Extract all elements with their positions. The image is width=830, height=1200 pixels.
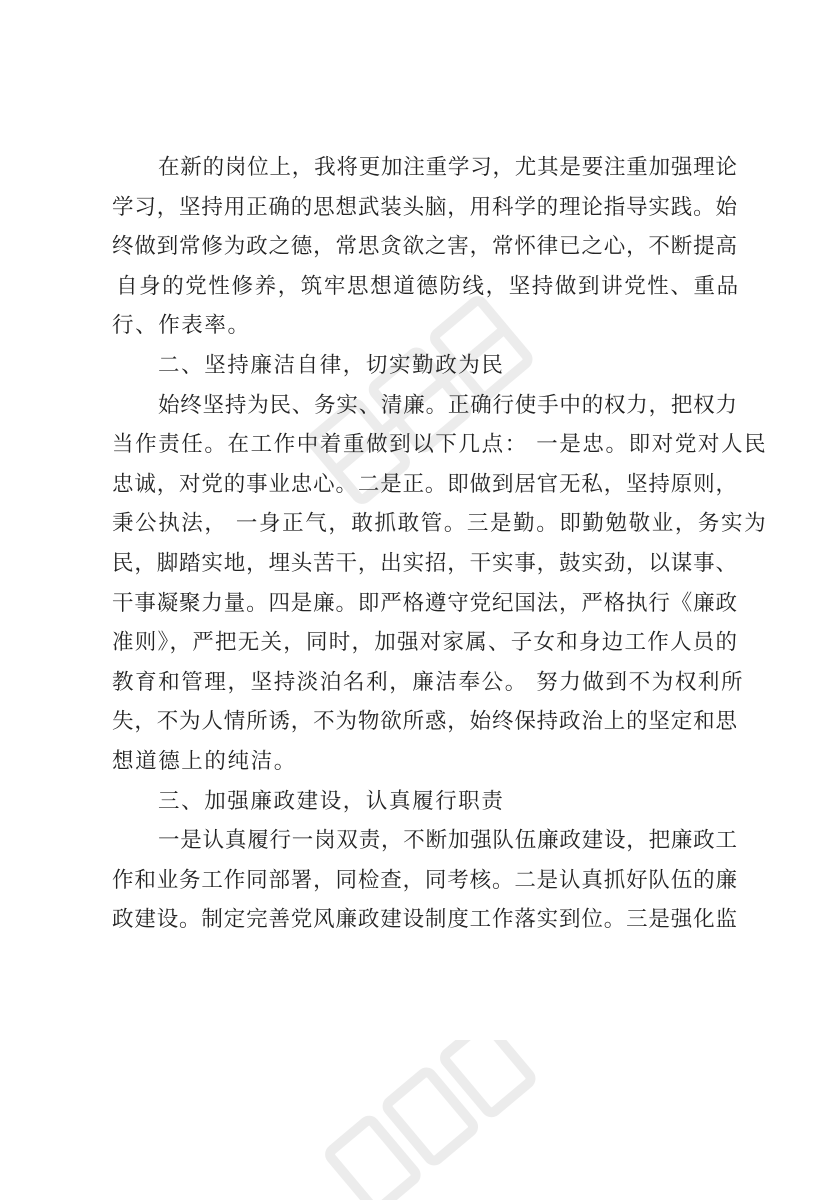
document-body [112,148,768,940]
paragraph-2-line-9: 失，不为人情所诱，不为物欲所惑，始终保持政治上的坚定和思 [112,709,737,735]
paragraph-3-line-1: 一是认真履行一岗双责，不断加强队伍廉政建设，把廉政工 [158,828,737,854]
paragraph-2-line-4: 秉公执法， 一身正气，敢抓敢管。三是勤。即勤勉敬业，务实为 [112,511,768,537]
paragraph-3-line-2: 作和业务工作同部署，同检查，同考核。二是认真抓好队伍的廉 [112,867,737,893]
paragraph-1-line-1: 在新的岗位上，我将更加注重学习，尤其是要注重加强理论 [158,155,737,180]
paragraph-1-line-4: 自身的党性修养，筑牢思想道德防线，坚持做到讲党性、重品 [116,273,740,299]
paragraph-1-line-3: 终做到常修为政之德，常思贪欲之害，常怀律已之心，不断提高 [112,234,737,260]
section-heading-3: 三、加强廉政建设，认真履行职责 [158,788,505,814]
paragraph-2-line-7: 准则》，严把无关，同时，加强对家属、子女和身边工作人员的 [112,630,737,656]
paragraph-2-line-6: 干事凝聚力量。四是廉。即严格遵守党纪国法，严格执行《廉政 [112,590,737,616]
paragraph-2-line-8: 教育和管理，坚持淡泊名利，廉洁奉公。 努力做到不为权利所 [112,669,745,695]
paragraph-1-line-2: 学习，坚持用正确的思想武装头脑，用科学的理论指导实践。始 [112,194,737,220]
paragraph-2-line-3: 忠诚，对党的事业忠心。二是正。即做到居官无私，坚持原则， [112,471,737,497]
paragraph-2-line-10: 想道德上的纯洁。 [112,748,297,774]
watermark-logo-icon-lower [300,1040,560,1200]
section-heading-2: 二、坚持廉洁自律，切实勤政为民 [158,352,505,378]
paragraph-3-line-3: 政建设。制定完善党风廉政建设制度工作落实到位。三是强化监 [112,907,737,933]
paragraph-2-line-1: 始终坚持为民、务实、清廉。正确行使手中的权力，把权力 [158,392,737,418]
paragraph-2-line-2: 当作责任。在工作中着重做到以下几点： 一是忠。即对党对人民 [112,432,768,458]
paragraph-2-line-5: 民，脚踏实地，埋头苦干，出实招，干实事，鼓实劲，以谋事、 [112,550,737,576]
paragraph-1-line-5: 行、作表率。 [112,313,251,339]
